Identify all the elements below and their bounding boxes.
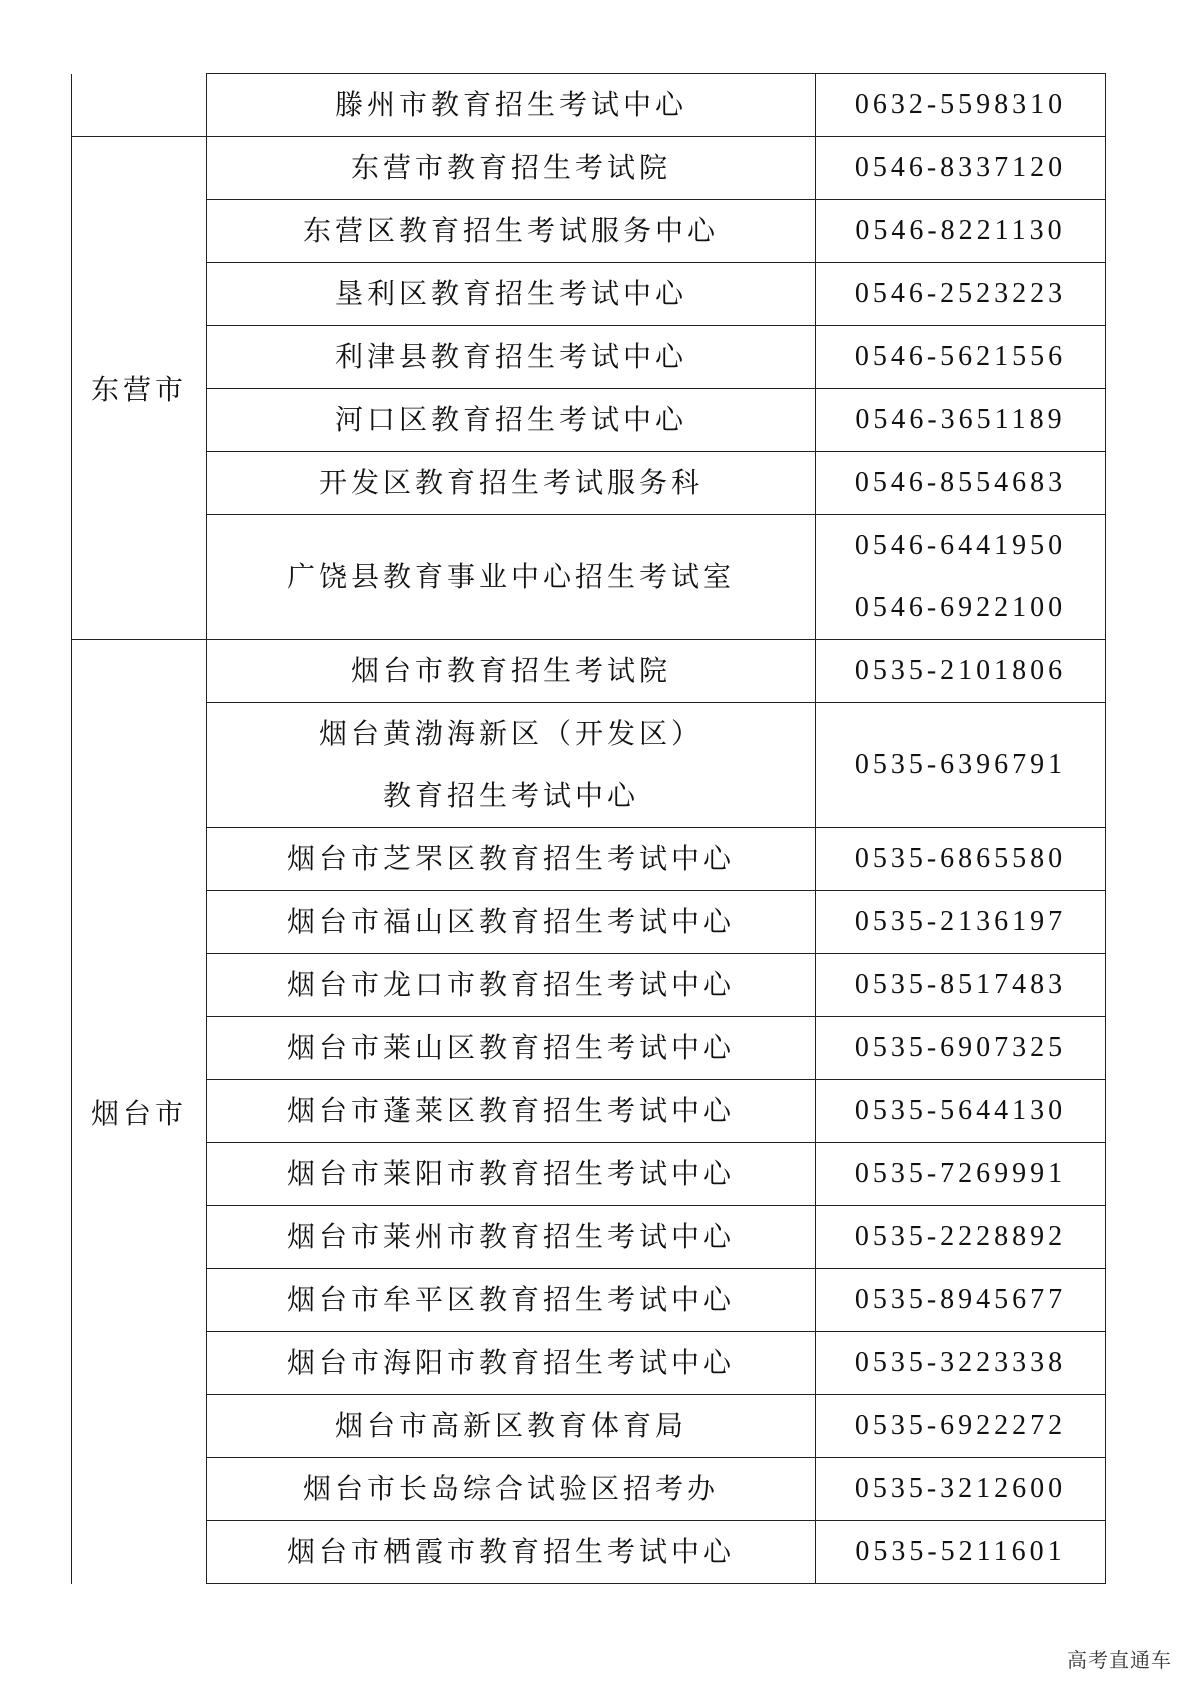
- organization-name: 烟台市莱州市教育招生考试中心: [286, 1220, 735, 1253]
- phone-cell: [816, 74, 1106, 137]
- table-row: [72, 389, 1106, 452]
- table-row: [72, 1395, 1106, 1458]
- phone-number: 0546-2523223: [854, 278, 1067, 309]
- table-row: [72, 74, 1106, 137]
- phone-cell: [816, 389, 1106, 452]
- phone-cell: [816, 828, 1106, 891]
- organization-cell: [207, 326, 816, 389]
- phone-number: 0535-3223338: [854, 1347, 1067, 1378]
- table-row: [72, 326, 1106, 389]
- organization-name: 烟台市龙口市教育招生考试中心: [286, 968, 735, 1001]
- table-body: [72, 74, 1106, 1584]
- table-row: [72, 1521, 1106, 1584]
- phone-cell: [816, 1332, 1106, 1395]
- organization-cell: [207, 515, 816, 640]
- table-row: [72, 1206, 1106, 1269]
- organization-cell: [207, 1395, 816, 1458]
- table-row: [72, 1332, 1106, 1395]
- phone-cell: [816, 1395, 1106, 1458]
- organization-name: 滕州市教育招生考试中心: [334, 88, 687, 121]
- organization-name: 开发区教育招生考试服务科: [318, 466, 703, 499]
- organization-name: 烟台市高新区教育体育局: [334, 1409, 687, 1442]
- table-row: [72, 1080, 1106, 1143]
- organization-cell: [207, 74, 816, 137]
- organization-name: 利津县教育招生考试中心: [334, 340, 687, 373]
- phone-number: 0535-2101806: [854, 655, 1067, 686]
- phone-cell: [816, 1521, 1106, 1584]
- phone-number: 0546-3651189: [855, 404, 1066, 435]
- city-cell: 东营市: [72, 137, 207, 640]
- phone-number: 0535-8945677: [854, 1284, 1067, 1315]
- phone-cell: [816, 954, 1106, 1017]
- watermark: 高考直通车: [1067, 1648, 1172, 1672]
- organization-name: 广饶县教育事业中心招生考试室: [286, 560, 735, 593]
- organization-cell: [207, 1017, 816, 1080]
- city-cell: [72, 74, 207, 137]
- table-row: [72, 703, 1106, 828]
- phone-cell: [816, 452, 1106, 515]
- organization-name: 烟台市栖霞市教育招生考试中心: [286, 1535, 735, 1568]
- organization-cell: [207, 1521, 816, 1584]
- organization-cell: [207, 389, 816, 452]
- phone-number: 0535-6907325: [854, 1032, 1067, 1063]
- phone-number: 0535-6922272: [854, 1410, 1067, 1441]
- phone-cell: [816, 137, 1106, 200]
- organization-cell: [207, 1143, 816, 1206]
- organization-name: 东营区教育招生考试服务中心: [302, 214, 719, 247]
- organization-name: 烟台市海阳市教育招生考试中心: [286, 1346, 735, 1379]
- table-row: [72, 452, 1106, 515]
- organization-cell: [207, 828, 816, 891]
- phone-number: 0535-8517483: [854, 969, 1067, 1000]
- contact-table: [71, 73, 1106, 1584]
- organization-cell: [207, 1269, 816, 1332]
- phone-number: 0535-2228892: [854, 1221, 1067, 1252]
- phone-cell: [816, 703, 1106, 828]
- phone-number: 0546-6922100: [854, 592, 1067, 623]
- organization-name: 烟台市教育招生考试院: [350, 654, 671, 687]
- table-row: [72, 1269, 1106, 1332]
- organization-cell: [207, 1332, 816, 1395]
- organization-cell: [207, 1080, 816, 1143]
- organization-cell: [207, 1206, 816, 1269]
- phone-cell: [816, 1017, 1106, 1080]
- phone-cell: [816, 640, 1106, 703]
- phone-number: 0535-5644130: [854, 1095, 1067, 1126]
- table-row: [72, 263, 1106, 326]
- organization-cell: [207, 1458, 816, 1521]
- phone-number: 0535-3212600: [854, 1473, 1067, 1504]
- organization-cell: [207, 891, 816, 954]
- phone-number: 0535-7269991: [854, 1158, 1067, 1189]
- table-row: [72, 954, 1106, 1017]
- phone-number: 0535-6396791: [854, 749, 1067, 780]
- organization-name: 河口区教育招生考试中心: [334, 403, 687, 436]
- phone-number: 0546-8337120: [854, 152, 1067, 183]
- phone-cell: [816, 1143, 1106, 1206]
- table-row: [72, 515, 1106, 640]
- organization-name: 东营市教育招生考试院: [350, 151, 671, 184]
- organization-cell: [207, 954, 816, 1017]
- organization-cell: [207, 703, 816, 828]
- table-row: [72, 640, 1106, 703]
- organization-name: 垦利区教育招生考试中心: [334, 277, 687, 310]
- phone-number: 0632-5598310: [854, 89, 1067, 120]
- table-row: [72, 828, 1106, 891]
- phone-cell: [816, 200, 1106, 263]
- organization-name: 烟台市长岛综合试验区招考办: [302, 1472, 719, 1505]
- phone-cell: [816, 1206, 1106, 1269]
- city-cell: 烟台市: [72, 640, 207, 1584]
- organization-cell: [207, 263, 816, 326]
- table-row: [72, 200, 1106, 263]
- organization-name: 教育招生考试中心: [382, 779, 639, 812]
- table-row: [72, 137, 1106, 200]
- organization-name: 烟台市蓬莱区教育招生考试中心: [286, 1094, 735, 1127]
- organization-cell: [207, 452, 816, 515]
- table-row: [72, 1458, 1106, 1521]
- organization-cell: [207, 137, 816, 200]
- organization-name: 烟台市牟平区教育招生考试中心: [286, 1283, 735, 1316]
- phone-number: 0546-8221130: [855, 215, 1066, 246]
- phone-number: 0535-5211601: [855, 1536, 1066, 1567]
- organization-name: 烟台市芝罘区教育招生考试中心: [286, 842, 735, 875]
- phone-cell: [816, 1080, 1106, 1143]
- organization-cell: [207, 640, 816, 703]
- phone-cell: [816, 1458, 1106, 1521]
- organization-name: 烟台市莱山区教育招生考试中心: [286, 1031, 735, 1064]
- organization-name: 烟台黄渤海新区（开发区）: [318, 717, 703, 750]
- phone-number: 0535-2136197: [854, 906, 1067, 937]
- phone-cell: [816, 326, 1106, 389]
- table-row: [72, 1017, 1106, 1080]
- phone-cell: [816, 1269, 1106, 1332]
- phone-number: 0546-8554683: [854, 467, 1067, 498]
- phone-cell: [816, 891, 1106, 954]
- organization-name: 烟台市福山区教育招生考试中心: [286, 905, 735, 938]
- organization-cell: [207, 200, 816, 263]
- phone-number: 0546-5621556: [854, 341, 1067, 372]
- phone-number: 0546-6441950: [854, 530, 1067, 561]
- phone-cell: [816, 515, 1106, 640]
- organization-name: 烟台市莱阳市教育招生考试中心: [286, 1157, 735, 1190]
- table-row: [72, 891, 1106, 954]
- table-row: [72, 1143, 1106, 1206]
- phone-number: 0535-6865580: [854, 843, 1067, 874]
- phone-cell: [816, 263, 1106, 326]
